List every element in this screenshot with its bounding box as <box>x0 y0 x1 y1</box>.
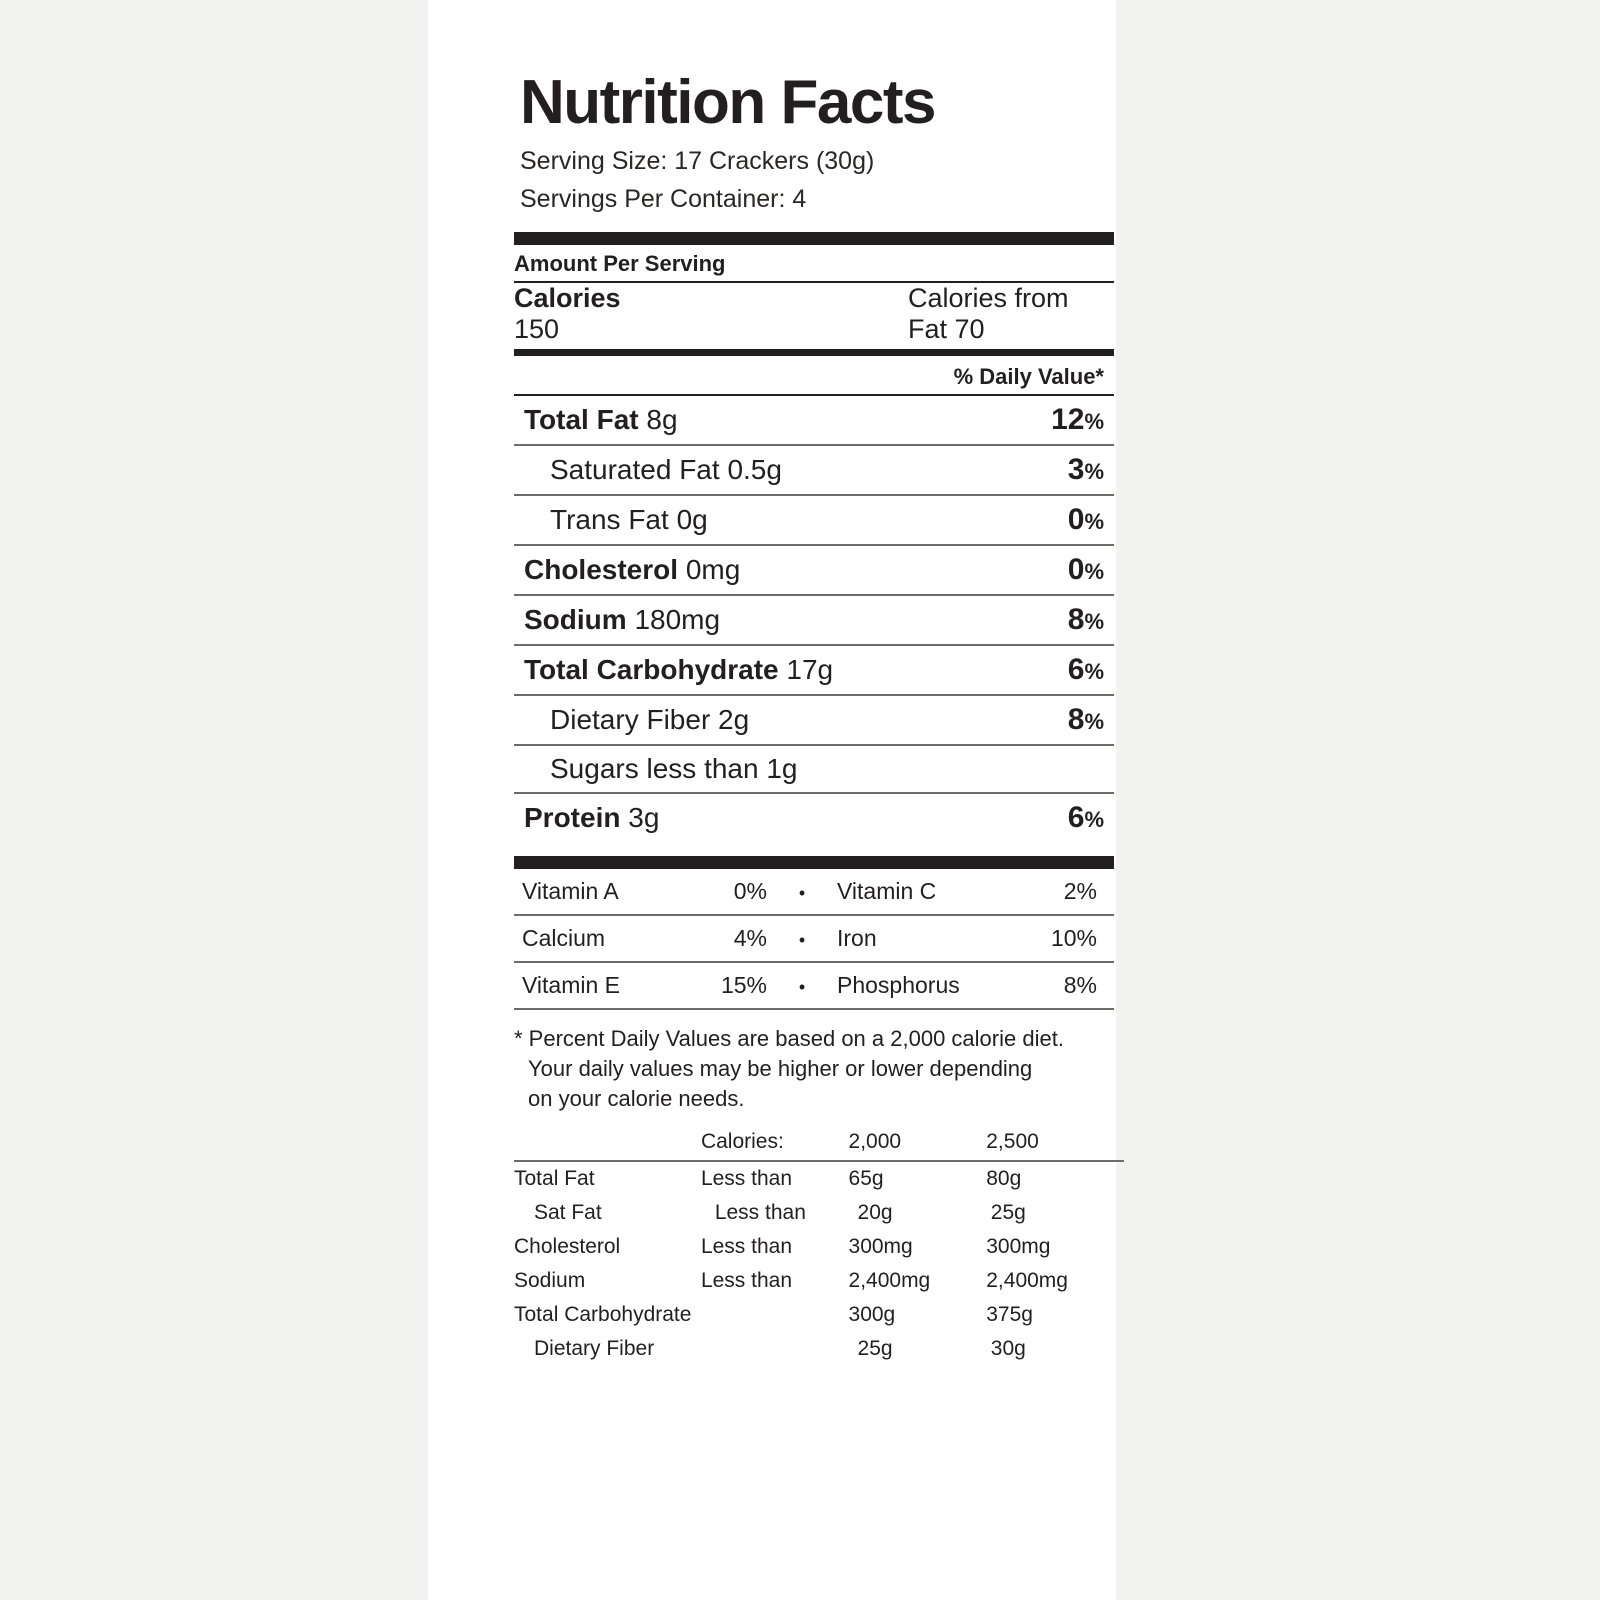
nutrient-dv-value: 8 <box>1067 703 1085 736</box>
nutrient-label: Sugars less than <box>550 753 759 784</box>
footnote <box>514 1010 1124 1114</box>
dv-row-qualifier <box>701 1301 849 1329</box>
divider-thick-top <box>514 232 1114 245</box>
nutrient-label: Sodium <box>524 604 627 635</box>
dv-row-qualifier: Less than <box>700 1269 793 1292</box>
calories-label <box>514 283 648 345</box>
nutrient-amount: 0mg <box>685 554 741 585</box>
nutrient-amount: 2g <box>718 704 750 735</box>
vitamins-block <box>514 869 1114 1010</box>
nutrient-dv-total-carbohydrate <box>1068 653 1104 687</box>
dv-table-row <box>514 1264 1124 1298</box>
nutrition-facts-label <box>476 68 1104 1366</box>
nutrient-dv-value: 0 <box>1067 553 1085 586</box>
dv-row-name: Sat Fat <box>534 1201 602 1224</box>
servings-per-container: Servings Per Container: 4 <box>520 185 807 213</box>
percent-sign: % <box>1084 559 1104 584</box>
dv-header-2500: 2,500 <box>986 1130 1039 1153</box>
bullet-separator-icon: • <box>798 977 806 997</box>
dv-row-2500: 375g <box>986 1303 1033 1326</box>
nutrient-name-sodium <box>524 604 720 636</box>
dv-row-2500: 2,400mg <box>986 1269 1068 1292</box>
amount-per-serving-label: Amount Per Serving <box>514 251 726 276</box>
label-panel <box>428 0 1116 1600</box>
dv-table-row <box>514 1196 1124 1230</box>
footnote-line-1: * Percent Daily Values are based on a 2,000 calorie diet. <box>514 1026 1064 1051</box>
nutrient-row-cholesterol <box>514 546 1114 594</box>
nutrient-row-saturated-fat <box>514 446 1114 494</box>
dv-row-qualifier <box>715 1335 858 1363</box>
nutrient-amount: 0.5g <box>727 454 782 485</box>
dv-row-qualifier: Less than <box>700 1235 793 1258</box>
percent-sign: % <box>1084 409 1104 434</box>
calories-value: 150 <box>514 314 560 344</box>
dv-row-name: Cholesterol <box>514 1235 621 1258</box>
nutrient-amount: 8g <box>646 404 678 435</box>
dv-row-2000: 2,400mg <box>848 1269 931 1292</box>
nutrient-label: Protein <box>524 802 621 833</box>
dv-row-2000: 300g <box>848 1303 896 1326</box>
nutrient-dv-value: 3 <box>1067 453 1085 486</box>
dv-header-2000: 2,000 <box>848 1130 902 1153</box>
bullet-separator-icon: • <box>798 930 806 950</box>
nutrient-name-saturated-fat <box>524 454 782 486</box>
nutrient-label: Dietary Fiber <box>550 704 711 735</box>
nutrient-label: Trans Fat <box>550 504 669 535</box>
nutrient-amount: 0g <box>676 504 708 535</box>
left-edge-band <box>0 0 428 1600</box>
vitamin-row-3 <box>514 963 1114 1008</box>
nutrient-row-dietary-fiber <box>514 696 1114 744</box>
nutrient-row-protein <box>514 794 1114 842</box>
nutrient-name-sugars <box>524 753 798 785</box>
dv-row-name: Sodium <box>514 1269 586 1292</box>
bullet-separator-icon: • <box>798 883 806 903</box>
footnote-line-3: on your calorie needs. <box>528 1086 745 1111</box>
nutrient-row-total-carbohydrate <box>514 646 1114 694</box>
vitamin-row-2 <box>514 916 1114 961</box>
vitamin-c-label: Vitamin C <box>837 878 937 904</box>
calories-label-text: Calories <box>514 283 621 313</box>
percent-sign: % <box>1084 709 1104 734</box>
phosphorus-label: Phosphorus <box>837 972 960 998</box>
vitamin-e-label: Vitamin E <box>522 972 621 998</box>
nutrient-row-sodium <box>514 596 1114 644</box>
nutrient-name-trans-fat <box>524 504 708 536</box>
nutrient-row-trans-fat <box>514 496 1114 544</box>
iron-label: Iron <box>837 925 877 951</box>
nutrient-dv-value: 8 <box>1067 603 1085 636</box>
right-edge-band <box>1116 0 1600 1600</box>
dv-header-calories: Calories: <box>700 1130 784 1153</box>
dv-table-row <box>514 1298 1124 1332</box>
dv-table-row <box>514 1230 1124 1264</box>
page-title: Nutrition Facts <box>520 68 935 137</box>
iron-value: 10% <box>1050 925 1097 951</box>
nutrient-dv-sodium <box>1068 603 1104 637</box>
nutrient-dv-value: 12 <box>1051 403 1085 436</box>
percent-sign: % <box>1084 509 1104 534</box>
nutrient-label: Total Carbohydrate <box>524 654 779 685</box>
nutrient-name-protein <box>524 802 659 834</box>
calcium-value: 4% <box>733 925 767 951</box>
calcium-label: Calcium <box>522 925 606 951</box>
divider-thick-vitamins <box>514 856 1114 869</box>
nutrient-label: Total Fat <box>524 404 639 435</box>
nutrient-amount: 180mg <box>634 604 721 635</box>
footnote-line-2: Your daily values may be higher or lower depending <box>528 1056 1033 1081</box>
percent-sign: % <box>1084 609 1104 634</box>
nutrient-dv-saturated-fat <box>1068 453 1104 487</box>
dv-row-2500: 25g <box>990 1201 1026 1224</box>
vitamin-row-1 <box>514 869 1114 914</box>
nutrient-dv-trans-fat <box>1068 503 1104 537</box>
dv-row-2000: 300mg <box>848 1235 913 1258</box>
nutrient-dv-total-fat <box>1051 403 1104 437</box>
dv-row-2000: 65g <box>848 1167 884 1190</box>
nutrient-amount: 1g <box>766 753 798 784</box>
nutrient-label: Saturated Fat <box>550 454 720 485</box>
nutrient-label: Cholesterol <box>524 554 679 585</box>
dv-row-2500: 30g <box>990 1337 1026 1360</box>
nutrient-amount: 17g <box>786 654 834 685</box>
nutrient-dv-value: 6 <box>1067 801 1085 834</box>
vitamin-c-value: 2% <box>1063 878 1097 904</box>
nutrient-row-sugars <box>514 746 1114 792</box>
nutrient-dv-dietary-fiber <box>1068 703 1104 737</box>
dv-row-2000: 25g <box>857 1337 893 1360</box>
dv-row-name: Total Fat <box>514 1167 595 1190</box>
percent-sign: % <box>1084 459 1104 484</box>
divider-below-calories <box>514 349 1114 356</box>
dv-header-col1 <box>514 1130 701 1154</box>
dv-row-qualifier: Less than <box>714 1201 806 1224</box>
percent-sign: % <box>1084 807 1104 832</box>
nutrient-dv-cholesterol <box>1068 553 1104 587</box>
nutrient-amount: 3g <box>628 802 660 833</box>
calories-from-fat: Calories from Fat 70 <box>908 283 1069 344</box>
nutrient-dv-value: 6 <box>1067 653 1085 686</box>
dv-row-2000: 20g <box>857 1201 893 1224</box>
serving-size: Serving Size: 17 Crackers (30g) <box>520 147 875 175</box>
nutrient-name-total-fat <box>524 404 678 436</box>
nutrient-name-cholesterol <box>524 554 740 586</box>
dv-row-name: Dietary Fiber <box>534 1337 655 1360</box>
vitamin-a-label: Vitamin A <box>522 878 619 904</box>
calories-row <box>514 283 1114 349</box>
dv-table-header-row <box>514 1130 1124 1160</box>
nutrient-dv-value: 0 <box>1067 503 1085 536</box>
nutrient-row-total-fat <box>514 396 1114 444</box>
vitamin-a-value: 0% <box>733 878 767 904</box>
vitamin-e-value: 15% <box>720 972 767 998</box>
daily-value-header: % Daily Value* <box>953 364 1104 389</box>
nutrient-dv-protein <box>1068 801 1104 835</box>
nutrient-name-total-carbohydrate <box>524 654 833 686</box>
dv-row-qualifier: Less than <box>700 1167 793 1190</box>
daily-values-table <box>514 1130 1124 1366</box>
dv-table-row <box>514 1162 1124 1196</box>
dv-row-2500: 80g <box>986 1167 1022 1190</box>
dv-row-2500: 300mg <box>986 1235 1051 1258</box>
dv-row-name: Total Carbohydrate <box>514 1303 692 1326</box>
phosphorus-value: 8% <box>1063 972 1097 998</box>
percent-sign: % <box>1084 659 1104 684</box>
nutrient-name-dietary-fiber <box>524 704 749 736</box>
dv-table-row <box>514 1332 1124 1366</box>
